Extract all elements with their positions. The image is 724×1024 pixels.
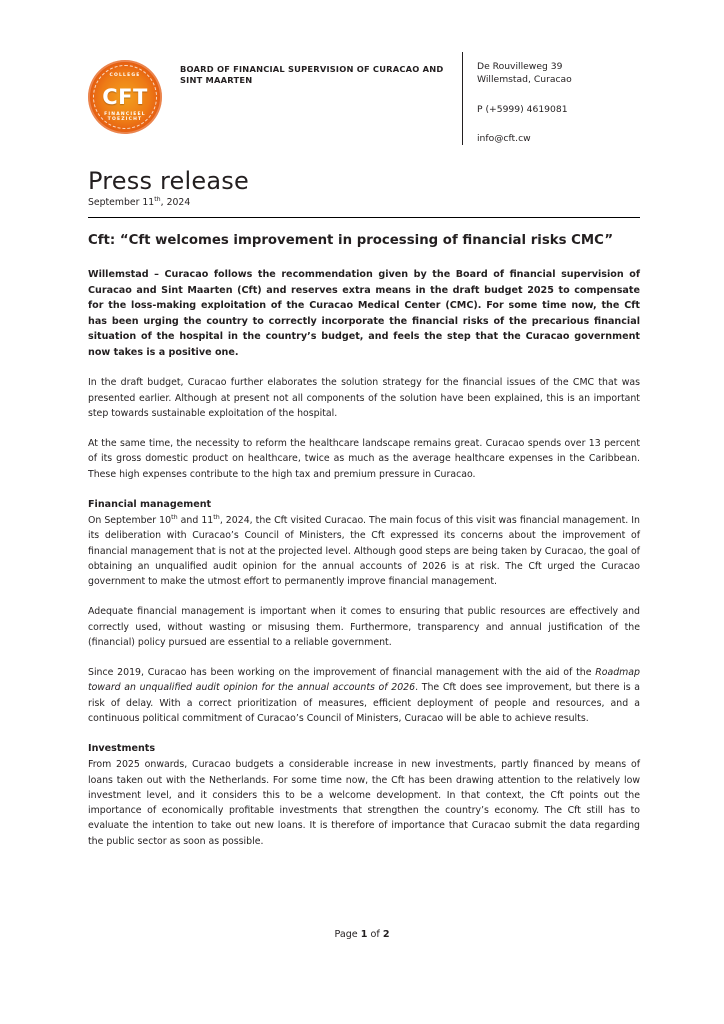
document-date-ordinal: th: [154, 196, 161, 204]
paragraph-date-mid: and 11: [177, 515, 214, 527]
paragraph-date-ordinal-2: th: [213, 513, 220, 522]
paragraph-text-prefix: Since 2019, Curacao has been working on the improvement of financial management with the aid of the: [88, 667, 596, 679]
header-divider: [88, 217, 640, 218]
body-paragraph: At the same time, the necessity to reform the healthcare landscape remains great. Curacao spends over 13 percent of its gross domestic product on healthcare, twice as much as the average healthcare expenses in the Caribbean. These high expenses contribute to the high tax and premium pressure in Curacao.: [88, 438, 640, 480]
contact-address-line2: Willemstad, Curacao: [477, 74, 572, 86]
body-paragraph: In the draft budget, Curacao further elaborates the solution strategy for the financial issues of the CMC that was presented earlier. Although at present not all components of the solution have been explained, this is an important step towards sustainable exploitation of the hospital.: [88, 377, 640, 419]
document-type-heading: Press release: [88, 167, 249, 195]
paragraph-date-prefix: On September 10: [88, 515, 172, 527]
document-date-rest: , 2024: [160, 197, 191, 209]
document-body: [88, 168, 640, 864]
page-title: Cft: “Cft welcomes improvement in processing of financial risks CMC”: [88, 233, 614, 249]
document-date: [88, 197, 640, 208]
contact-block: [462, 52, 652, 145]
section-heading-investments: Investments: [88, 743, 156, 755]
footer-total-pages: 2: [382, 929, 390, 940]
organization-name-block: [174, 52, 452, 86]
body-paragraph: Adequate financial management is important when it comes to ensuring that public resources are effectively and correctly used, without wasting or misusing them. Furthermore, transparency and annual justification of the (financial) policy pursued are essential to a reliable government.: [88, 606, 640, 648]
organization-name: BOARD OF FINANCIAL SUPERVISION OF CURACAO AND SINT MAARTEN: [180, 64, 444, 85]
document-header: [88, 52, 652, 145]
body-paragraph: [88, 665, 640, 726]
footer-page-word: Page: [334, 929, 358, 940]
paragraph-date-rest: , 2024, the Cft visited Curacao. The main focus of this visit was financial management. In its deliberation with Curacao’s Council of Ministers, the Cft expressed its concerns about the improvement of financial management that is not at the projected level. Although good steps are being taken by Curacao, the goal of obtaining an unqualified audit opinion for the annual accounts of 2026 is at risk. The Cft urged the Curacao government to make the utmost effort to permanently improve financial management.: [88, 515, 640, 588]
logo-container: [88, 52, 174, 134]
footer-current-page: 1: [360, 929, 368, 940]
logo-arc-bottom-text: FINANCIEEL TOEZICHT: [104, 112, 146, 122]
body-paragraph: [88, 513, 640, 589]
roadmap-title-italic: Roadmap toward an unqualified audit opinion for the annual accounts of 2026: [88, 667, 640, 694]
lead-paragraph: Willemstad – Curacao follows the recommendation given by the Board of financial supervision of Curacao and Sint Maarten (Cft) and reserves extra means in the draft budget 2025 to compensate for the loss-making exploitation of the Curacao Medical Center (CMC). For some time now, the Cft has been urging the country to correctly incorporate the financial risks of the precarious financial situation of the hospital in the country’s budget, and feels the step that the Curacao government now takes is a positive one.: [88, 269, 640, 358]
footer-of-word: of: [370, 929, 380, 940]
section-heading-financial-management: Financial management: [88, 498, 212, 510]
document-date-prefix: September 11: [88, 197, 155, 209]
paragraph-text-rest: . The Cft does see improvement, but there is a risk of delay. With a correct prioritization of measures, efficient deployment of people and resources, and a continuous political commitment of Curacao’s Council of Ministers, Curacao will be able to achieve results.: [88, 682, 640, 724]
contact-address-line1: De Rouvilleweg 39: [477, 61, 563, 72]
cft-logo-icon: [88, 60, 162, 134]
logo-arc-top-text: COLLEGE: [109, 73, 141, 78]
logo-mark-text: CFT: [102, 85, 148, 109]
paragraph-date-ordinal-1: th: [171, 513, 178, 522]
contact-email[interactable]: info@cft.cw: [477, 133, 531, 145]
contact-phone: P (+5999) 4619081: [477, 103, 568, 115]
page-footer: [0, 929, 724, 940]
body-paragraph: From 2025 onwards, Curacao budgets a considerable increase in new investments, partly financed by means of loans taken out with the Netherlands. For some time now, the Cft has been drawing attention to the relatively low investment level, and it considers this to be a welcome development. In that context, the Cft points out the importance of economically profitable investments that strengthen the country’s economy. The Cft still has to evaluate the intention to take out new loans. It is therefore of importance that Curacao submit the data regarding the public sector as soon as possible.: [88, 759, 640, 847]
contact-address: [477, 60, 652, 87]
